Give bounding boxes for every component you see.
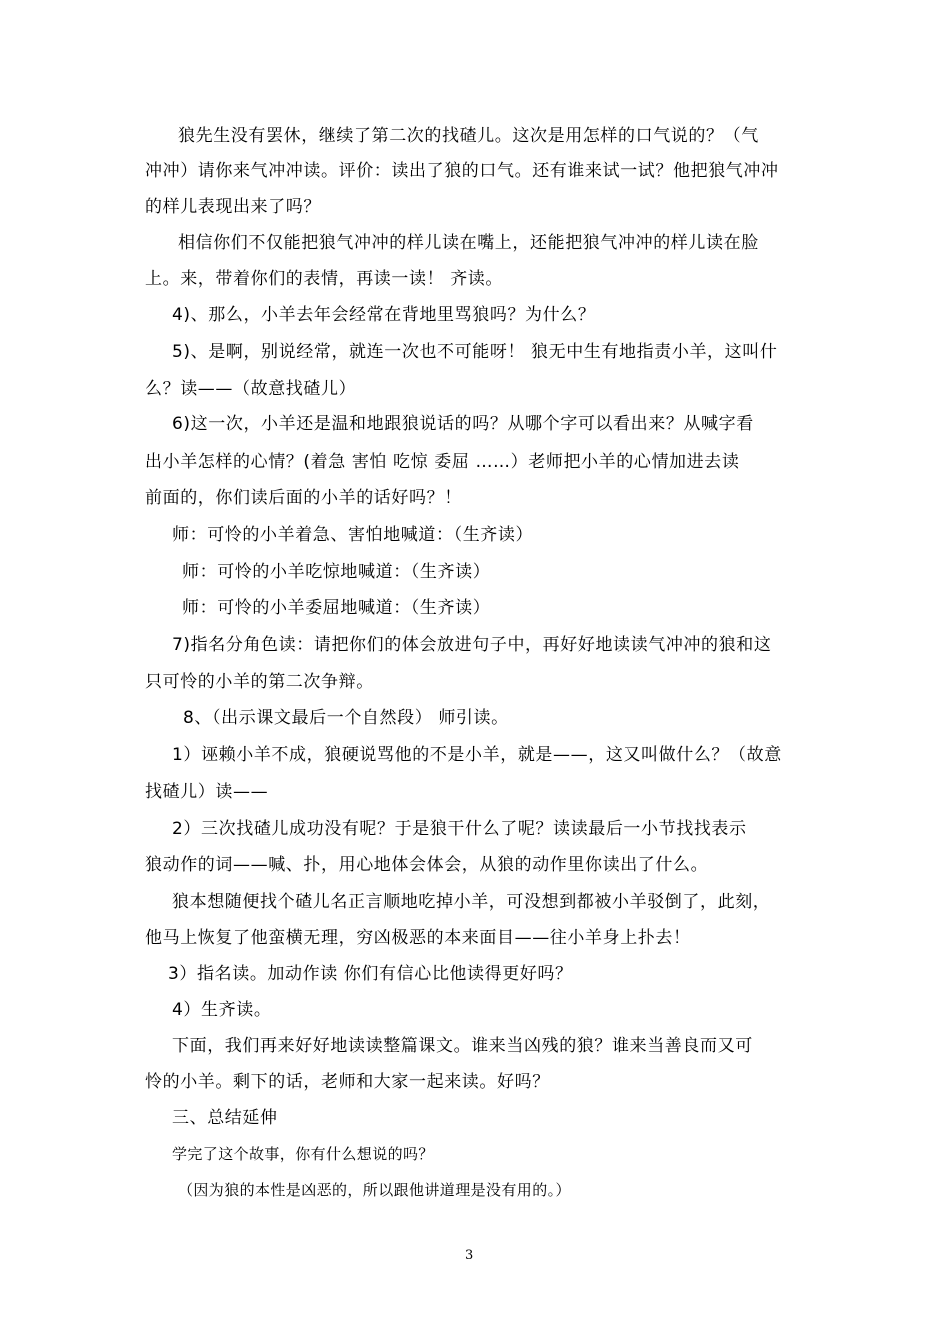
text-line-15: 7)指名分角色读：请把你们的体会放进句子中，再好好地读读气冲冲的狼和这: [172, 635, 772, 655]
text-line-17: 8、（出示课文最后一个自然段） 师引读。: [183, 708, 509, 728]
text-line-11: 前面的，你们读后面的小羊的话好吗？！: [145, 488, 462, 508]
text-line-2: 冲冲）请你来气冲冲读。评价：读出了狼的口气。还有谁来试一试？他把狼气冲冲: [145, 161, 779, 181]
text-line-12: 师：可怜的小羊着急、害怕地喊道：（生齐读）: [172, 525, 534, 545]
text-line-10: 出小羊怎样的心情？(着急 害怕 吃惊 委屈 ……）老师把小羊的心情加进去读: [145, 452, 740, 472]
text-line-8: 么？读——（故意找碴儿）: [145, 379, 357, 399]
text-line-26: 下面，我们再来好好地读读整篇课文。谁来当凶残的狼？谁来当善良而又可: [172, 1036, 753, 1056]
text-line-29: 学完了这个故事，你有什么想说的吗？: [172, 1145, 434, 1163]
text-line-3: 的样儿表现出来了吗？: [145, 197, 321, 217]
text-line-9: 6)这一次，小羊还是温和地跟狼说话的吗？从哪个字可以看出来？从喊字看: [172, 414, 754, 434]
text-line-18: 1）诬赖小羊不成，狼硬说骂他的不是小羊，就是——，这又叫做什么？（故意: [172, 745, 782, 765]
text-line-1: 狼先生没有罢休，继续了第二次的找碴儿。这次是用怎样的口气说的？（气: [178, 126, 759, 146]
text-line-25: 4）生齐读。: [172, 1000, 272, 1020]
text-line-4: 相信你们不仅能把狼气冲冲的样儿读在嘴上，还能把狼气冲冲的样儿读在脸: [178, 233, 759, 253]
text-line-19: 找碴儿）读——: [145, 782, 269, 802]
text-line-23: 他马上恢复了他蛮横无理，穷凶极恶的本来面目——往小羊身上扑去！: [145, 928, 691, 948]
text-line-14: 师：可怜的小羊委屈地喊道：（生齐读）: [182, 598, 491, 618]
text-line-21: 狼动作的词——喊、扑，用心地体会体会，从狼的动作里你读出了什么。: [145, 855, 709, 875]
text-line-7: 5)、是啊，别说经常，就连一次也不可能呀！ 狼无中生有地指责小羊，这叫什: [172, 342, 778, 362]
text-line-6: 4)、那么，小羊去年会经常在背地里骂狼吗？为什么？: [172, 305, 596, 325]
text-line-27: 怜的小羊。剩下的话，老师和大家一起来读。好吗？: [145, 1072, 550, 1092]
page-number: 3: [465, 1248, 474, 1263]
text-line-16: 只可怜的小羊的第二次争辩。: [145, 672, 374, 692]
text-line-30: （因为狼的本性是凶恶的，所以跟他讲道理是没有用的。）: [178, 1181, 571, 1199]
section-heading: 三、总结延伸: [172, 1108, 278, 1128]
text-line-20: 2）三次找碴儿成功没有呢？于是狼干什么了呢？读读最后一小节找找表示: [172, 819, 747, 839]
text-line-5: 上。来，带着你们的表情，再读一读！ 齐读。: [145, 269, 504, 289]
text-line-24: 3）指名读。加动作读 你们有信心比他读得更好吗？: [168, 964, 573, 984]
text-line-13: 师：可怜的小羊吃惊地喊道：（生齐读）: [182, 562, 491, 582]
text-line-22: 狼本想随便找个碴儿名正言顺地吃掉小羊，可没想到都被小羊驳倒了，此刻，: [172, 892, 771, 912]
